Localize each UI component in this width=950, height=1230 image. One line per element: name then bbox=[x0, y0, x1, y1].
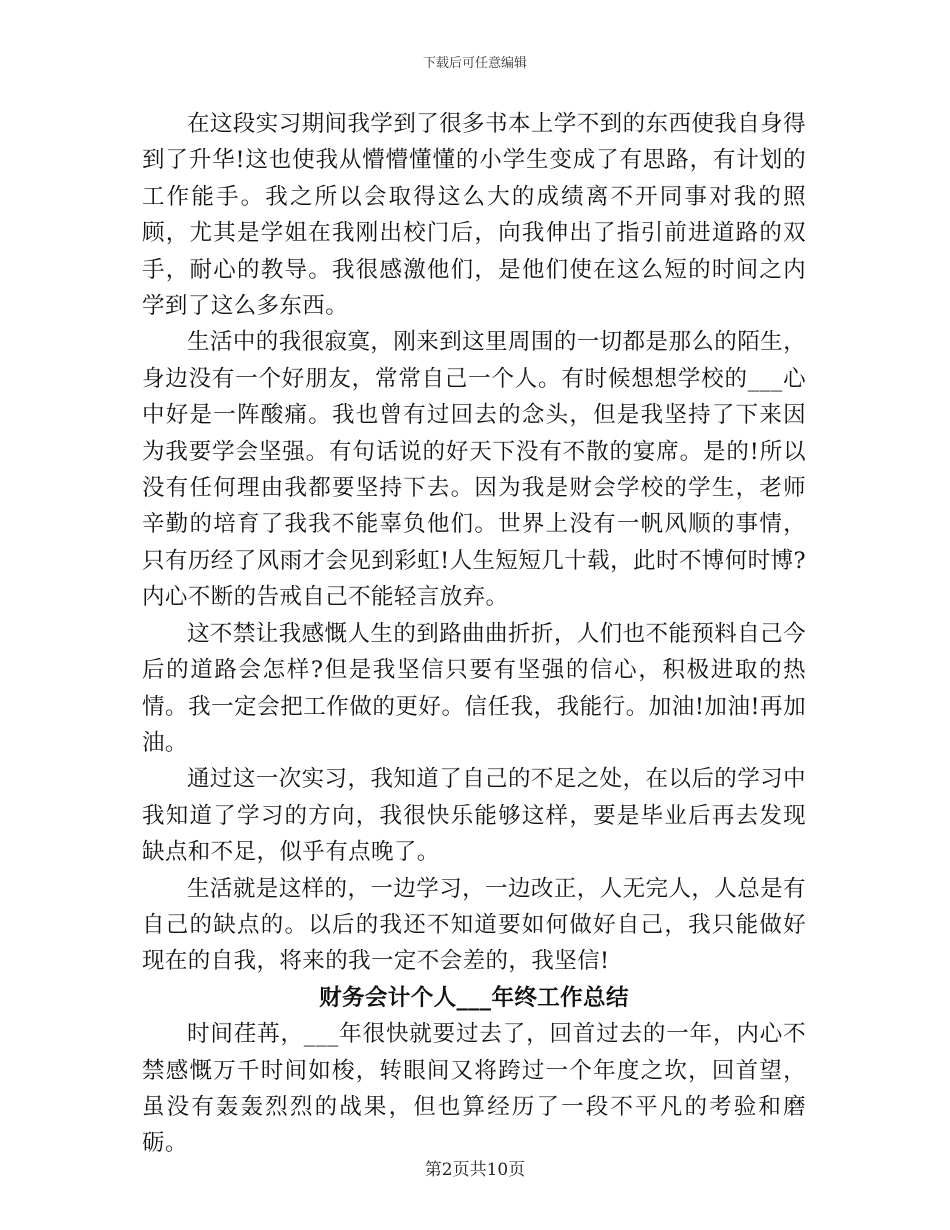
paragraph: 生活中的我很寂寞，刚来到这里周围的一切都是那么的陌生，身边没有一个好朋友，常常自己一个人。有时候想想学校的___心中好是一阵酸痛。我也曾有过回去的念头，但是我坚持了下来因为我要学会坚强。有句话说的好天下没有不散的宴席。是的!所以没有任何理由我都要坚持下去。因为我是财会学校的学生，老师辛勤的培育了我我不能辜负他们。世界上没有一帆风顺的事情，只有历经了风雨才会见到彩虹!人生短短几十载，此时不博何时博?内心不断的告戒自己不能轻言放弃。 bbox=[142, 329, 806, 611]
page-number: 第2页共10页 bbox=[424, 1160, 526, 1180]
paragraph: 通过这一次实习，我知道了自己的不足之处，在以后的学习中我知道了学习的方向，我很快乐能够这样，要是毕业后再去发现缺点和不足，似乎有点晚了。 bbox=[142, 766, 806, 866]
document-body bbox=[142, 106, 806, 1162]
paragraph: 在这段实习期间我学到了很多书本上学不到的东西使我自身得到了升华!这也使我从懵懵懂懂的小学生变成了有思路，有计划的工作能手。我之所以会取得这么大的成绩离不开同事对我的照顾，尤其是学姐在我刚出校门后，向我伸出了指引前进道路的双手，耐心的教导。我很感激他们，是他们使在这么短的时间之内学到了这么多东西。 bbox=[142, 111, 806, 320]
header-note: 下载后可任意编辑 bbox=[422, 56, 527, 71]
paragraph: 生活就是这样的，一边学习，一边改正，人无完人，人总是有自己的缺点的。以后的我还不知道要如何做好自己，我只能做好现在的自我，将来的我一定不会差的，我坚信! bbox=[142, 875, 806, 975]
paragraph: 这不禁让我感慨人生的到路曲曲折折，人们也不能预料自己今后的道路会怎样?但是我坚信只要有坚强的信心，积极进取的热情。我一定会把工作做的更好。信任我，我能行。加油!加油!再加油。 bbox=[142, 620, 806, 756]
section-title: 财务会计个人___年终工作总结 bbox=[319, 984, 629, 1011]
paragraph: 时间荏苒，___年很快就要过去了，回首过去的一年，内心不禁感慨万千时间如梭，转眼间又将跨过一个年度之坎，回首望，虽没有轰轰烈烈的战果，但也算经历了一段不平凡的考验和磨砺。 bbox=[142, 1021, 806, 1157]
